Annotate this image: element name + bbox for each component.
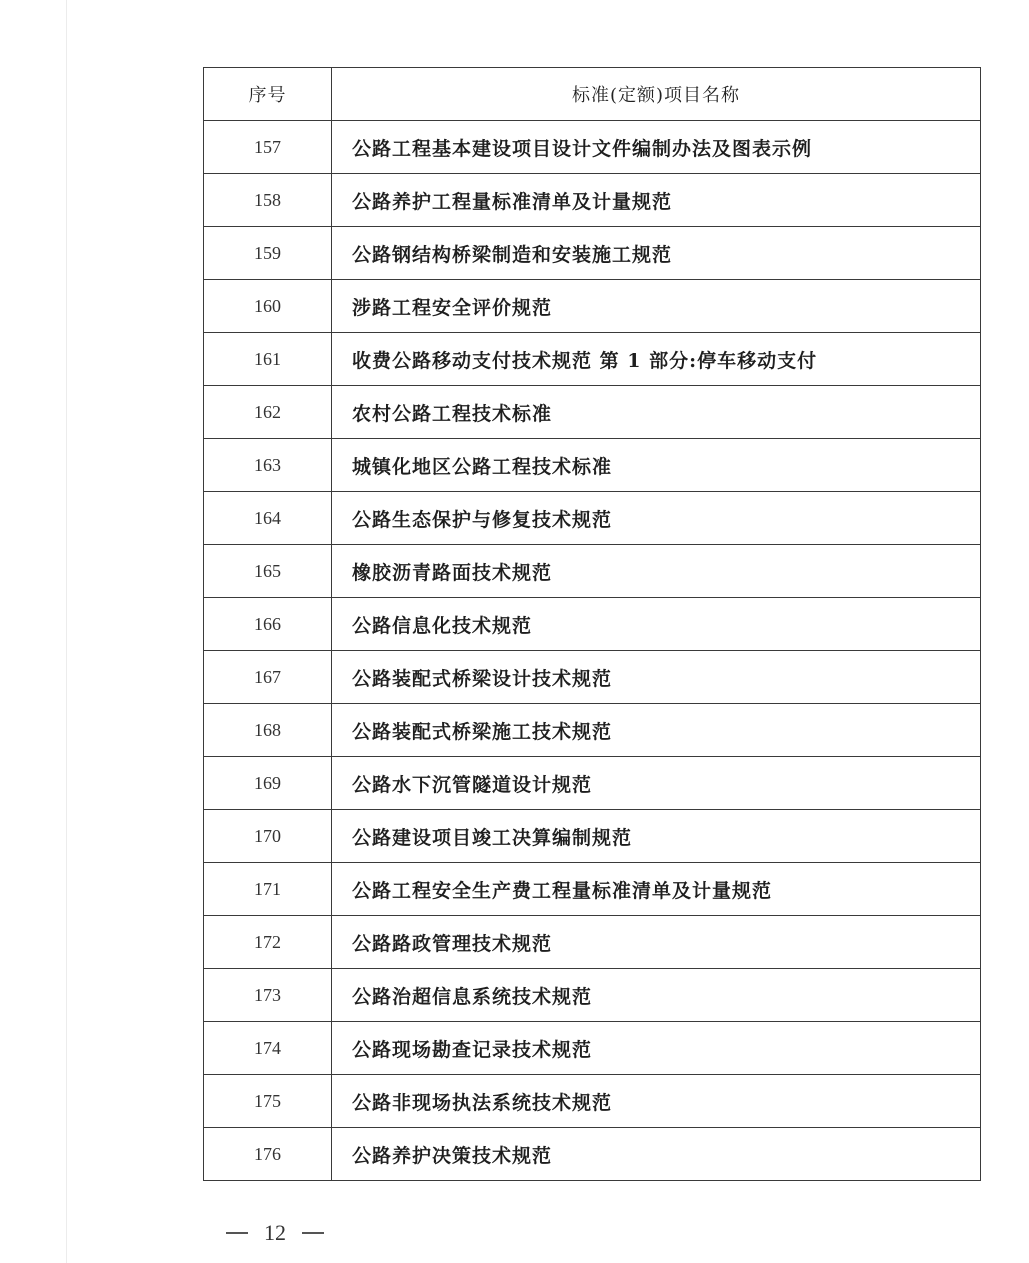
row-number: 176 — [204, 1128, 332, 1181]
page-number: 12 — [264, 1220, 286, 1245]
table-row — [204, 1075, 981, 1128]
row-number: 159 — [204, 227, 332, 280]
row-name: 公路工程基本建设项目设计文件编制办法及图表示例 — [332, 121, 981, 174]
row-name: 公路钢结构桥梁制造和安装施工规范 — [332, 227, 981, 280]
table-row — [204, 333, 981, 386]
row-number: 170 — [204, 810, 332, 863]
row-name: 公路非现场执法系统技术规范 — [332, 1075, 981, 1128]
table-row — [204, 916, 981, 969]
row-name: 公路现场勘查记录技术规范 — [332, 1022, 981, 1075]
table-row — [204, 121, 981, 174]
row-name: 公路信息化技术规范 — [332, 598, 981, 651]
row-name: 收费公路移动支付技术规范 第 1 部分:停车移动支付 — [332, 333, 981, 386]
table-row — [204, 651, 981, 704]
row-name: 橡胶沥青路面技术规范 — [332, 545, 981, 598]
row-name: 公路路政管理技术规范 — [332, 916, 981, 969]
row-number: 174 — [204, 1022, 332, 1075]
row-number: 160 — [204, 280, 332, 333]
row-number: 168 — [204, 704, 332, 757]
table-header-row — [204, 68, 981, 121]
row-number: 158 — [204, 174, 332, 227]
row-number: 175 — [204, 1075, 332, 1128]
row-name: 农村公路工程技术标准 — [332, 386, 981, 439]
row-number: 166 — [204, 598, 332, 651]
scan-edge-line — [66, 0, 67, 1263]
row-name: 公路工程安全生产费工程量标准清单及计量规范 — [332, 863, 981, 916]
row-name: 公路治超信息系统技术规范 — [332, 969, 981, 1022]
table-row — [204, 492, 981, 545]
row-name: 公路建设项目竣工决算编制规范 — [332, 810, 981, 863]
row-number: 162 — [204, 386, 332, 439]
table-row — [204, 1128, 981, 1181]
row-number: 167 — [204, 651, 332, 704]
row-name: 公路装配式桥梁设计技术规范 — [332, 651, 981, 704]
table-row — [204, 545, 981, 598]
table-row — [204, 757, 981, 810]
table-row — [204, 386, 981, 439]
row-number: 169 — [204, 757, 332, 810]
row-name: 公路养护决策技术规范 — [332, 1128, 981, 1181]
table-row — [204, 280, 981, 333]
table-row — [204, 704, 981, 757]
table-row — [204, 863, 981, 916]
row-number: 165 — [204, 545, 332, 598]
row-name: 涉路工程安全评价规范 — [332, 280, 981, 333]
table-row — [204, 174, 981, 227]
row-name: 城镇化地区公路工程技术标准 — [332, 439, 981, 492]
header-number: 序号 — [204, 68, 332, 121]
table-row — [204, 227, 981, 280]
row-name: 公路养护工程量标准清单及计量规范 — [332, 174, 981, 227]
standards-table — [203, 67, 981, 1181]
table-row — [204, 598, 981, 651]
row-name: 公路水下沉管隧道设计规范 — [332, 757, 981, 810]
row-number: 163 — [204, 439, 332, 492]
row-number: 164 — [204, 492, 332, 545]
row-number: 173 — [204, 969, 332, 1022]
row-name: 公路生态保护与修复技术规范 — [332, 492, 981, 545]
footer-dash-left — [226, 1232, 248, 1234]
row-number: 157 — [204, 121, 332, 174]
table-body — [204, 121, 981, 1181]
row-name: 公路装配式桥梁施工技术规范 — [332, 704, 981, 757]
header-name: 标准(定额)项目名称 — [332, 68, 981, 121]
table-row — [204, 969, 981, 1022]
footer-dash-right — [302, 1232, 324, 1234]
page-footer — [226, 1220, 324, 1246]
table-row — [204, 1022, 981, 1075]
table-row — [204, 810, 981, 863]
row-number: 171 — [204, 863, 332, 916]
row-number: 161 — [204, 333, 332, 386]
table-row — [204, 439, 981, 492]
row-number: 172 — [204, 916, 332, 969]
